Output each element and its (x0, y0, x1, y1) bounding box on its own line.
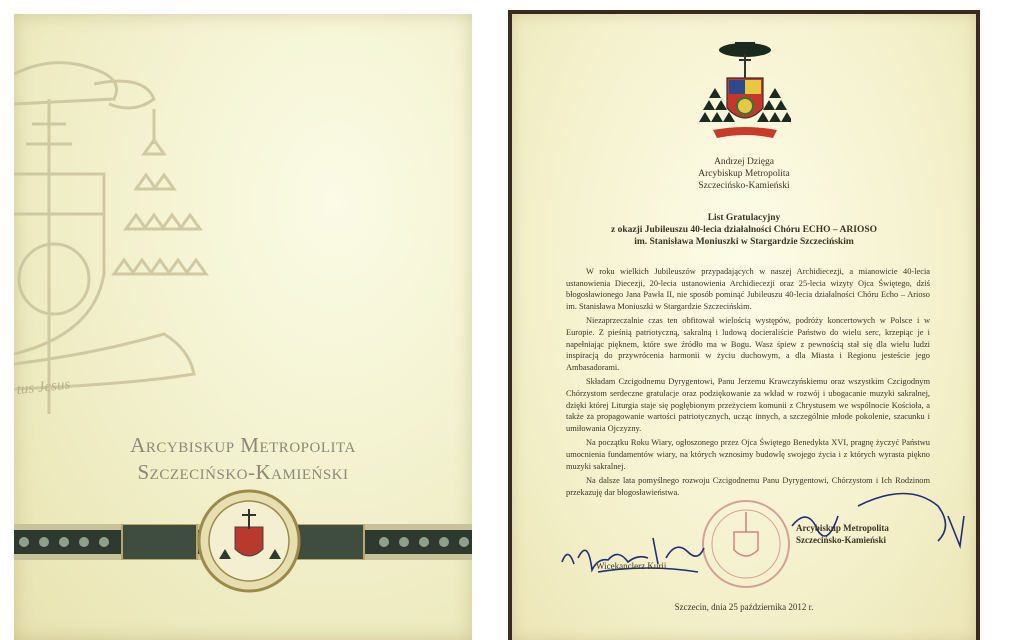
sender-block (512, 156, 976, 192)
coat-of-arms-watermark (14, 14, 254, 434)
paragraph-4: Na początku Roku Wiary, ogłoszonego przez Ojca Świętego Benedykta XVI, pragnę życzyć Państwu umocnienia fundamentów wiary, na których wznosimy budowlę swojego życia i z których wyrasta piękno muzyki sakralnej. (566, 438, 930, 471)
congratulatory-letter (512, 14, 976, 640)
place-and-date: Szczecin, dnia 25 października 2012 r. (674, 602, 814, 612)
sender-title1: Arcybiskup Metropolita (698, 169, 790, 179)
sender-name: Andrzej Dzięga (714, 157, 774, 167)
signature-right-line1: Arcybiskup Metropolita (796, 523, 889, 533)
folder-cover (14, 14, 472, 640)
coat-of-arms-icon (699, 38, 791, 150)
vice-chancellor-signature (558, 528, 708, 580)
paragraph-1: W roku wielkich Jubileuszów przypadających w naszej Archidiecezji, a mianowicie 40-lecia ustanowienia Diecezji, 20-lecia ustanowienia Archidiecezji oraz 25-lecia wizyty Ojca Świętego, dziś błogosławionego Jana Pawła II, nie sposób pominąć Jubileuszu 40-lecia działalności Chóru Echo – Arioso im. Stanisława Moniuszki w Stargardzie Szczecińskim. (566, 267, 930, 311)
vice-chancellor-caption: Wicekanclerz Kurii (596, 561, 667, 571)
doc-title-line1: List Gratulacyjny (707, 213, 781, 223)
doc-title-line3: im. Stanisława Moniuszki w Stargardzie Szczecińskim (634, 237, 854, 247)
signature-right-line2: Szczecińsko-Kamieński (796, 535, 886, 545)
cover-title-line2: Szczecińsko-Kamieński (137, 460, 349, 484)
cover-seal-icon (197, 489, 301, 593)
doc-title-line2: z okazji Jubileuszu 40-lecia działalności Chóru ECHO – ARIOSO (610, 225, 878, 235)
cover-title (14, 432, 472, 486)
document-title (512, 212, 976, 248)
paragraph-3: Składam Czcigodnemu Dyrygentowi, Panu Jerzemu Krawczyńskiemu oraz wszystkim Czcigodnym Chórzystom serdeczne gratulacje oraz podziękowanie za wkład w rozwój i ubogacanie muzyki sakralnej, dzięki której Liturgia staje się pogłębionym przeżyciem komunii z Chrystusem we wspólnocie Kościoła, a także za propagowanie wartości patriotycznych, ucząc innych, a szczególnie młode pokolenie, szacunku i umiłowania Ojczyzny. (566, 377, 930, 433)
official-seal-stamp (698, 498, 794, 590)
cover-title-line1: Arcybiskup Metropolita (130, 433, 356, 457)
paragraph-5: Na dalsze lata pomyślnego rozwoju Czcigodnemu Panu Dyrygentowi, Chórzystom i Ich Rodzinom przekazuję dar błogosławieństwa. (566, 476, 930, 497)
letter-body (566, 266, 930, 501)
paragraph-2: Niezaprzeczalnie czas ten obfitował wielością występów, podróży koncertowych w Polsce i w Europie. Z pieśnią patriotyczną, sakralną i ludową docieraliście Państwo do wielu serc, krzepiąc je i napełniając pięknem, które swe źródło ma w Bogu. Wasz śpiew z pewnością stał się dla wielu ludzi inspiracją do przywrócenia harmonii w życiu duchowym, a dla Miasta i Regionu jesteście jego Ambasadorami. (566, 316, 930, 372)
sender-title2: Szczecińsko-Kamieński (698, 181, 790, 191)
archbishop-signature-caption (796, 522, 889, 546)
svg-text:tus Jesus: tus Jesus (15, 376, 72, 399)
